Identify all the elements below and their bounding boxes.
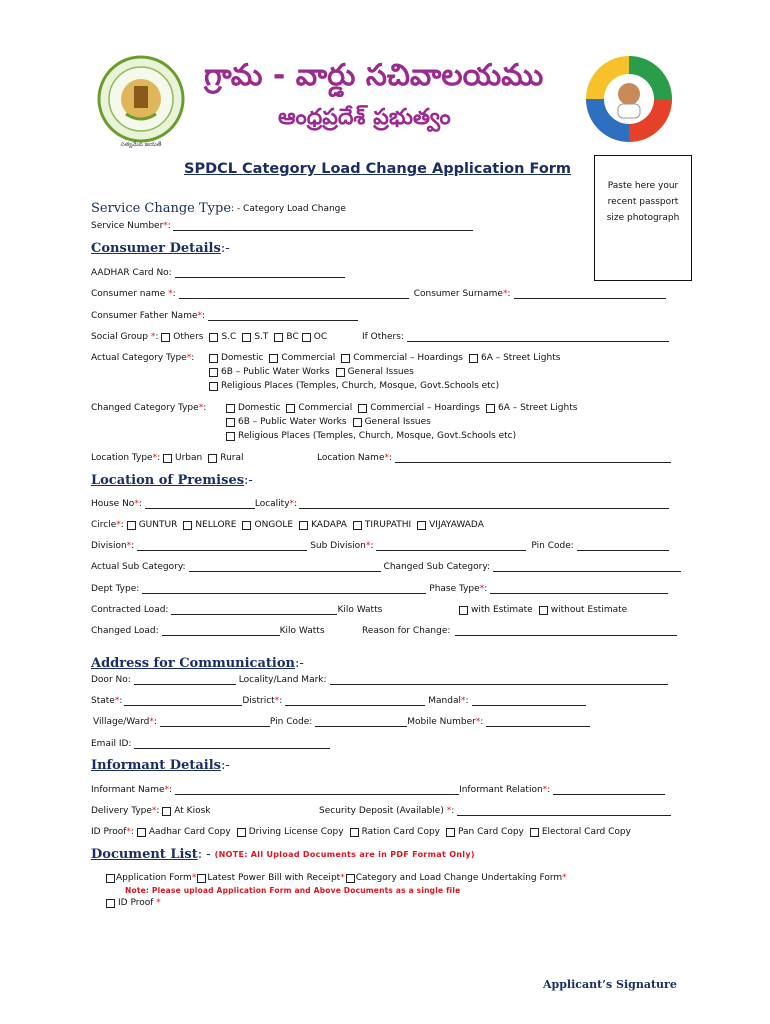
phase-type-field[interactable] <box>490 584 668 594</box>
informant-heading: Informant Details <box>91 758 221 773</box>
subdivision-field[interactable] <box>376 541 526 551</box>
pincode-label: Pin Code: <box>531 541 574 551</box>
consumer-details-heading: Consumer Details <box>91 241 221 256</box>
dept-type-field[interactable] <box>142 584 426 594</box>
door-no-label: Door No: <box>91 675 131 685</box>
telugu-title: గ్రామ - వార్డు సచివాలయము <box>204 58 544 93</box>
changed-sub-category-field[interactable] <box>493 562 681 572</box>
circle-label: Circle <box>91 520 117 530</box>
email-field[interactable] <box>134 739 330 749</box>
changed-sub-category-label: Changed Sub Category: <box>383 562 491 572</box>
changed-load-label: Changed Load: <box>91 626 159 636</box>
telugu-subtitle: ఆంధ్రప్రదేశ్ ప్రభుత్వం <box>278 105 451 130</box>
actual-general-checkbox[interactable] <box>336 368 345 377</box>
delivery-type-label: Delivery Type <box>91 806 152 816</box>
locality-field[interactable] <box>299 499 669 509</box>
changed-6a-checkbox[interactable] <box>486 404 495 413</box>
service-change-subtype: : - Category Load Change <box>231 203 346 214</box>
division-label: Division <box>91 541 127 551</box>
location-name-label: Location Name <box>317 453 385 463</box>
mobile-field[interactable] <box>486 717 590 727</box>
form-title: SPDCL Category Load Change Application Form <box>184 161 572 177</box>
security-deposit-field[interactable] <box>457 806 671 816</box>
undertaking-form-checkbox[interactable] <box>346 874 355 883</box>
father-name-label: Consumer Father Name <box>91 311 198 321</box>
circle-guntur-checkbox[interactable] <box>127 521 136 530</box>
if-others-field[interactable] <box>407 332 669 342</box>
changed-kilo-watts: Kilo Watts <box>279 626 325 636</box>
service-number-field[interactable] <box>173 221 473 231</box>
circle-kadapa-checkbox[interactable] <box>299 521 308 530</box>
photo-text-2: recent passport <box>607 197 679 207</box>
actual-6a-checkbox[interactable] <box>469 354 478 363</box>
house-no-field[interactable] <box>145 499 255 509</box>
location-name-field[interactable] <box>395 453 671 463</box>
svg-text:సత్యమేవ జయతే: సత్యమేవ జయతే <box>120 141 162 148</box>
actual-sub-category-label: Actual Sub Category: <box>91 562 186 572</box>
door-no-field[interactable] <box>134 675 236 685</box>
document-list-heading: Document List <box>91 847 198 862</box>
circle-ongole-checkbox[interactable] <box>242 521 251 530</box>
changed-category-label: Changed Category Type <box>91 403 199 413</box>
changed-6b-checkbox[interactable] <box>226 418 235 427</box>
at-kiosk-checkbox[interactable] <box>162 807 171 816</box>
consumer-name-label: Consumer name <box>91 289 166 299</box>
service-number-label: Service Number <box>91 221 164 231</box>
village-label: Village/Ward <box>93 717 150 727</box>
document-note: (NOTE: All Upload Documents are in PDF Format Only) <box>214 850 475 859</box>
changed-general-checkbox[interactable] <box>353 418 362 427</box>
ration-card-checkbox[interactable] <box>350 828 359 837</box>
upload-note: Note: Please upload Application Form and Above Documents as a single file <box>125 886 461 895</box>
contracted-load-field[interactable] <box>171 605 337 615</box>
mandal-field[interactable] <box>472 696 586 706</box>
social-others-checkbox[interactable] <box>161 333 170 342</box>
district-field[interactable] <box>285 696 425 706</box>
ap-emblem-logo <box>96 54 186 148</box>
with-estimate-checkbox[interactable] <box>459 606 468 615</box>
reason-label: Reason for Change: <box>362 626 451 636</box>
changed-commercial-checkbox[interactable] <box>286 404 295 413</box>
changed-domestic-checkbox[interactable] <box>226 404 235 413</box>
aadhar-field[interactable] <box>175 268 345 278</box>
id-proof-checkbox[interactable] <box>106 899 115 908</box>
state-label: State <box>91 696 115 706</box>
location-rural-checkbox[interactable] <box>208 454 217 463</box>
circle-vijayawada-checkbox[interactable] <box>417 521 426 530</box>
locality-label: Locality <box>254 499 290 509</box>
actual-religious-checkbox[interactable] <box>209 382 218 391</box>
mobile-label: Mobile Number <box>407 717 476 727</box>
social-st-checkbox[interactable] <box>242 333 251 342</box>
informant-relation-field[interactable] <box>553 785 665 795</box>
social-oc-checkbox[interactable] <box>302 333 311 342</box>
application-form-checkbox[interactable] <box>106 874 115 883</box>
location-type-label: Location Type <box>91 453 153 463</box>
village-field[interactable] <box>160 717 270 727</box>
consumer-surname-label: Consumer Surname <box>413 289 503 299</box>
pincode-field[interactable] <box>577 541 669 551</box>
social-bc-checkbox[interactable] <box>274 333 283 342</box>
consumer-surname-field[interactable] <box>514 289 666 299</box>
circle-tirupathi-checkbox[interactable] <box>353 521 362 530</box>
informant-relation-label: Informant Relation <box>459 785 543 795</box>
division-field[interactable] <box>137 541 307 551</box>
circle-nellore-checkbox[interactable] <box>183 521 192 530</box>
pin-code-label: Pin Code: <box>269 717 313 727</box>
informant-name-field[interactable] <box>175 785 459 795</box>
informant-name-label: Informant Name <box>91 785 165 795</box>
premises-heading: Location of Premises <box>91 473 245 488</box>
landmark-label: Locality/Land Mark: <box>238 675 327 685</box>
actual-domestic-checkbox[interactable] <box>209 354 218 363</box>
if-others-label: If Others: <box>362 332 404 342</box>
mandal-label: Mandal <box>428 696 461 706</box>
actual-6b-checkbox[interactable] <box>209 368 218 377</box>
state-field[interactable] <box>124 696 242 706</box>
consumer-name-field[interactable] <box>179 289 409 299</box>
service-change-heading: Service Change Type <box>91 201 232 216</box>
social-group-label: Social Group <box>91 332 148 342</box>
actual-commercial-checkbox[interactable] <box>269 354 278 363</box>
actual-sub-category-field[interactable] <box>189 562 381 572</box>
location-urban-checkbox[interactable] <box>163 454 172 463</box>
driving-license-checkbox[interactable] <box>237 828 246 837</box>
email-label: Email ID: <box>91 739 132 749</box>
district-label: District <box>242 696 275 706</box>
electoral-card-checkbox[interactable] <box>530 828 539 837</box>
house-no-label: House No <box>91 499 135 509</box>
applicant-signature-label: Applicant’s Signature <box>543 978 677 991</box>
id-proof-label: ID Proof <box>91 827 127 837</box>
photo-text-1: Paste here your <box>607 181 679 191</box>
aadhar-copy-checkbox[interactable] <box>137 828 146 837</box>
pan-card-checkbox[interactable] <box>446 828 455 837</box>
social-sc-checkbox[interactable] <box>209 333 218 342</box>
power-bill-checkbox[interactable] <box>197 874 206 883</box>
security-deposit-label: Security Deposit (Available) <box>319 806 444 816</box>
pin-code-field[interactable] <box>315 717 407 727</box>
phase-type-label: Phase Type <box>429 584 480 594</box>
address-heading: Address for Communication <box>91 656 295 671</box>
changed-hoardings-checkbox[interactable] <box>358 404 367 413</box>
changed-load-field[interactable] <box>162 626 280 636</box>
actual-category-label: Actual Category Type <box>91 353 187 363</box>
contracted-load-label: Contracted Load: <box>91 605 169 615</box>
subdivision-label: Sub Division <box>310 541 366 551</box>
photo-box[interactable] <box>594 155 692 281</box>
navaratnalu-emblem <box>584 54 674 144</box>
without-estimate-checkbox[interactable] <box>539 606 548 615</box>
dept-type-label: Dept Type: <box>91 584 140 594</box>
actual-hoardings-checkbox[interactable] <box>341 354 350 363</box>
aadhar-label: AADHAR Card No: <box>91 268 172 278</box>
reason-field[interactable] <box>455 626 677 636</box>
father-name-field[interactable] <box>208 311 358 321</box>
contracted-kilo-watts: Kilo Watts <box>337 605 383 615</box>
photo-text-3: size photograph <box>606 213 680 223</box>
landmark-field[interactable] <box>330 675 668 685</box>
changed-religious-checkbox[interactable] <box>226 432 235 441</box>
